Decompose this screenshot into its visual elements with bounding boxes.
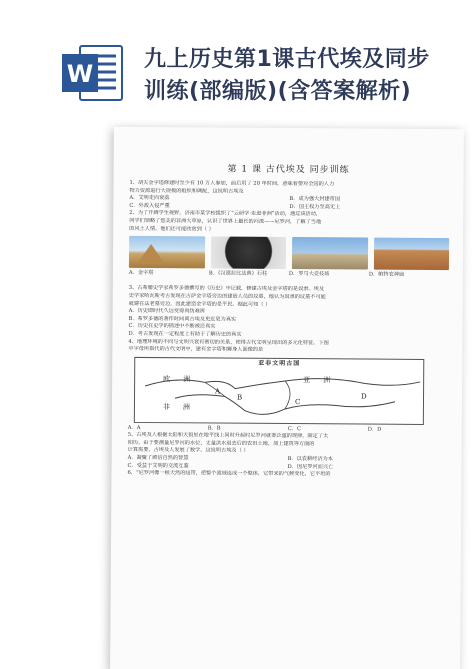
option-b: B．B (207, 425, 221, 432)
option-a: A．凝聚了顽信自然的智慧 (127, 454, 189, 462)
code-stele-photo (210, 237, 286, 270)
question-text: 1、胡夫金字塔修建时至少有 10 万人参加，前后用了 20 年时间，意味着要对全国的人力 (129, 179, 335, 188)
option-c: C．C (287, 425, 301, 432)
option-d: D．因尼罗河而兴亡 (287, 463, 334, 470)
option-d: D．国王权力至高无上 (289, 203, 341, 211)
question-text: 中字母所指代的古代文明中，建有金字塔和狮身人面像的是 (128, 345, 264, 353)
option-a: A．文明走向衰落 (129, 195, 170, 202)
question-text: 同学们领略了悠美的非洲大草原，认识了世界上最长的河流——尼罗河，了解了当地 (129, 217, 322, 226)
question-text: 史学家哈瓦斯考古发现在古萨金字塔旁边的建造人员的坟墓，他认为奴隶的坟墓不可能 (128, 292, 326, 301)
option-b: B．以农耕经济为本 (287, 456, 333, 463)
map-label: 洲 (323, 375, 331, 384)
option-a: A．历史即时代久远变得真伪难辨 (128, 308, 206, 315)
question-text: 的风土人情。他们还可能欣赏到（ ） (129, 225, 214, 233)
pyramid-photo (129, 236, 205, 269)
question-text: 阳历。由于要测量尼罗河的水位，丈量洪水退去后的农田土地，加上建筑等方面的 (127, 439, 315, 448)
caption-d: D．帕特农神庙 (368, 271, 405, 278)
question-2 (129, 210, 450, 287)
colosseum-photo (373, 238, 449, 271)
option-d: D．考古发现在一定程度上有助于了解历史的真实 (128, 330, 242, 338)
option-c: C．历史在史学的描述中不断被还真实 (128, 323, 216, 330)
question-4 (128, 338, 449, 434)
question-3 (128, 285, 448, 340)
option-b: B．希罗多德的著作时间离古埃及更近更为真实 (128, 315, 237, 323)
question-1 (129, 180, 449, 213)
option-d: D．D (367, 426, 382, 433)
caption-a: A．金字塔 (128, 270, 154, 277)
map-letter-b: B (236, 393, 243, 402)
civilization-map (134, 357, 424, 425)
map-letter-a: A (215, 387, 221, 396)
photo-row (129, 236, 449, 270)
map-letter-d: D (361, 392, 367, 401)
map-title: 亚非文明古国 (258, 359, 301, 367)
parthenon-photo (292, 237, 368, 270)
question-text: 就建在法老墓旁边，因此建造金字塔的是平民。据此可知（ ） (128, 300, 271, 308)
lesson-heading: 第 1 课 古代埃及 同步训练 (227, 164, 350, 176)
question-text: 6、“尼罗河像一根天然的纽带，把整个流域连成一个整体，它带来的气候变化，它平坦的 (127, 470, 331, 478)
document-page-preview (110, 127, 464, 669)
caption-b: B．《汉谟拉比法典》石柱 (208, 270, 268, 278)
map-label: 洲 (183, 374, 191, 384)
question-text: 4、地理环境的不同与文明兴衰有密切的关系，使得古代文明呈现出的多元化特征。下图 (128, 338, 329, 346)
question-text: 3、古希腊史学家希罗多德撰写的《历史》中记载，修建古埃及金字塔的是奴隶。埃及 (128, 285, 325, 293)
map-label: 洲 (182, 402, 190, 412)
question-text: 物力资源进行大规模的组织和调配，这说明古埃及 (129, 187, 244, 195)
title-line-2: 训练(部编版)(含答案解析) (144, 79, 412, 104)
option-c: C．受益于文明的交流互鉴 (127, 462, 189, 469)
document-title (144, 44, 464, 108)
question-list (111, 174, 463, 480)
option-c: C．外敌入侵严重 (129, 202, 170, 209)
option-a: A．A (127, 424, 141, 431)
map-label: 非 (162, 402, 170, 411)
option-b: B．成为强大封建帝国 (289, 196, 340, 203)
caption-c: D．罗马大竞技场 (288, 271, 330, 278)
map-letter-c: C (294, 397, 301, 406)
question-text: 计算需要，古埃及人发展了数学。这说明古埃及（ ） (127, 447, 249, 455)
svg-text:W: W (66, 60, 94, 88)
question-text: 5、古埃及人根据太阳和天狼星在地平线上同时升起时尼罗河就要泛滥的规律，制定了太 (127, 432, 329, 440)
word-document-icon (60, 40, 126, 106)
map-label: 欧 (163, 374, 171, 383)
map-label: 亚 (303, 375, 311, 384)
question-text: 2、为了开阔学生视野，济南市某学校组织了“云研学·走进非洲”活动，通过该活动， (129, 210, 322, 218)
title-line-1: 九上历史第1课古代埃及同步 (144, 47, 430, 72)
question-5 (128, 432, 448, 472)
